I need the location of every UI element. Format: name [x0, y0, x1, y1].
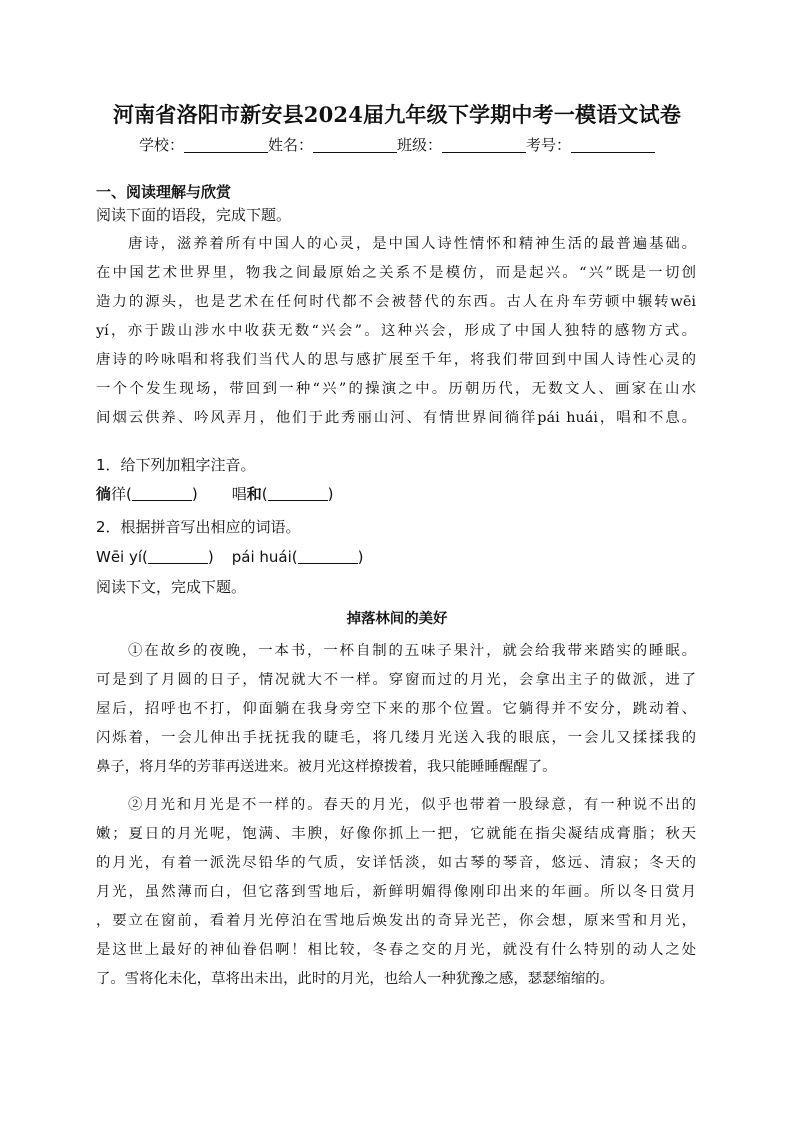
exam-no-label: 考号： [526, 136, 572, 154]
q1-item1-close: ) [191, 485, 198, 503]
answer-blank[interactable] [132, 485, 192, 501]
name-blank[interactable] [313, 136, 397, 153]
article-line: 屋后，招呼也不打，仰面躺在我身旁空下来的那个位置。它躺得并不安分，跳动着、 [96, 701, 696, 717]
article-line: 闪烁着，一会儿伸出手抚抚我的睫毛，将几缕月光送入我的眼底，一会儿又揉揉我的 [96, 730, 696, 746]
article-paragraph-2 [96, 791, 696, 994]
passage-line: 造力的源头，也是艺术在任何时代都不会被替代的东西。古人在舟车劳顿中辗转wēi [96, 294, 696, 310]
q2-item1-close: ) [207, 548, 214, 566]
page-title: 河南省洛阳市新安县2024届九年级下学期中考一模语文试卷 [112, 102, 682, 127]
article-line: 鼻子，将月华的芳菲再送进来。被月光这样撩拨着，我只能睡睡醒醒了。 [96, 759, 557, 775]
question-2-prompt: 2．根据拼音写出相应的词语。 [96, 518, 301, 536]
q2-item2-text: pái huái( [231, 548, 298, 566]
answer-blank[interactable] [148, 548, 208, 564]
article-line: 了。雪将化未化，草将出未出，此时的月光，也给人一种犹豫之感，瑟瑟缩缩的。 [96, 971, 615, 987]
passage-line: yí，亦于跋山涉水中收获无数“兴会”。这种兴会，形成了中国人独特的感物方式。 [96, 323, 696, 339]
instruction-1: 阅读下面的语段，完成下题。 [96, 206, 292, 224]
student-info-line [0, 133, 794, 157]
passage-line: 间烟云供养、吟风弄月，他们于此秀丽山河、有情世界间徜徉pái huái，唱和不息。 [96, 410, 696, 426]
article-line: 嫩；夏日的月光呢，饱满、丰腴，好像你抓上一把，它就能在指尖凝结成膏脂；秋天 [96, 826, 696, 842]
q1-item2-text: 唱 [231, 485, 247, 503]
question-1-items [96, 481, 333, 507]
passage-1 [96, 230, 696, 433]
passage-line: 在中国艺术世界里，物我之间最原始之关系不是模仿，而是起兴。“兴”既是一切创 [96, 265, 696, 281]
article-paragraph-1 [96, 637, 696, 782]
passage-line: 唐诗，滋养着所有中国人的心灵，是中国人诗性情怀和精神生活的最普遍基础。 [128, 236, 696, 252]
answer-blank[interactable] [298, 548, 358, 564]
passage-line: 一个个发生现场，带回到一种“兴”的操演之中。历朝历代，无数文人、画家在山水 [96, 381, 696, 397]
bold-char: 徜 [96, 485, 112, 503]
article-line: 月光，虽然薄而白，但它落到雪地后，新鲜明媚得像刚印出来的年画。所以冬日赏月 [96, 884, 696, 900]
q2-item2-close: ) [357, 548, 364, 566]
class-label: 班级： [397, 136, 443, 154]
bold-char: 和 [246, 485, 262, 503]
section-heading: 一、阅读理解与欣赏 [96, 183, 232, 201]
article-line: 的月光，有着一派洗尽铅华的气质，安详恬淡，如古琴的琴音，悠远、清寂；冬天的 [96, 855, 696, 871]
q1-item2-close: ) [327, 485, 334, 503]
class-blank[interactable] [442, 136, 526, 153]
exam-no-blank[interactable] [571, 136, 655, 153]
name-label: 姓名： [267, 136, 313, 154]
instruction-2: 阅读下文，完成下题。 [96, 578, 247, 596]
article-line: 是这世上最好的神仙眷侣啊！相比较，冬春之交的月光，就没有什么特别的动人之处 [96, 942, 696, 958]
passage-line: 唐诗的吟咏唱和将我们当代人的思与感扩展至千年，将我们带回到中国人诗性心灵的 [96, 352, 696, 368]
school-label: 学校： [138, 136, 184, 154]
school-blank[interactable] [184, 136, 268, 153]
answer-blank[interactable] [268, 485, 328, 501]
q1-item2-open: ( [261, 485, 268, 503]
article-title: 掉落林间的美好 [346, 610, 448, 627]
q1-item1-text: 徉( [111, 485, 132, 503]
article-line: 可是到了月圆的日子，情况就大不一样。穿窗而过的月光，会拿出主子的做派，进了 [96, 672, 696, 688]
article-line: ①在故乡的夜晚，一本书，一杯自制的五味子果汁，就会给我带来踏实的睡眠。 [128, 643, 696, 659]
question-1-prompt: 1．给下列加粗字注音。 [96, 456, 256, 474]
q2-item1-text: Wēi yí( [96, 548, 148, 566]
article-line: ②月光和月光是不一样的。春天的月光，似乎也带着一股绿意，有一种说不出的 [128, 797, 696, 813]
question-2-items [96, 544, 364, 570]
article-line: ，要立在窗前，看着月光停泊在雪地后焕发出的奇异光芒，你会想，原来雪和月光， [96, 913, 696, 929]
